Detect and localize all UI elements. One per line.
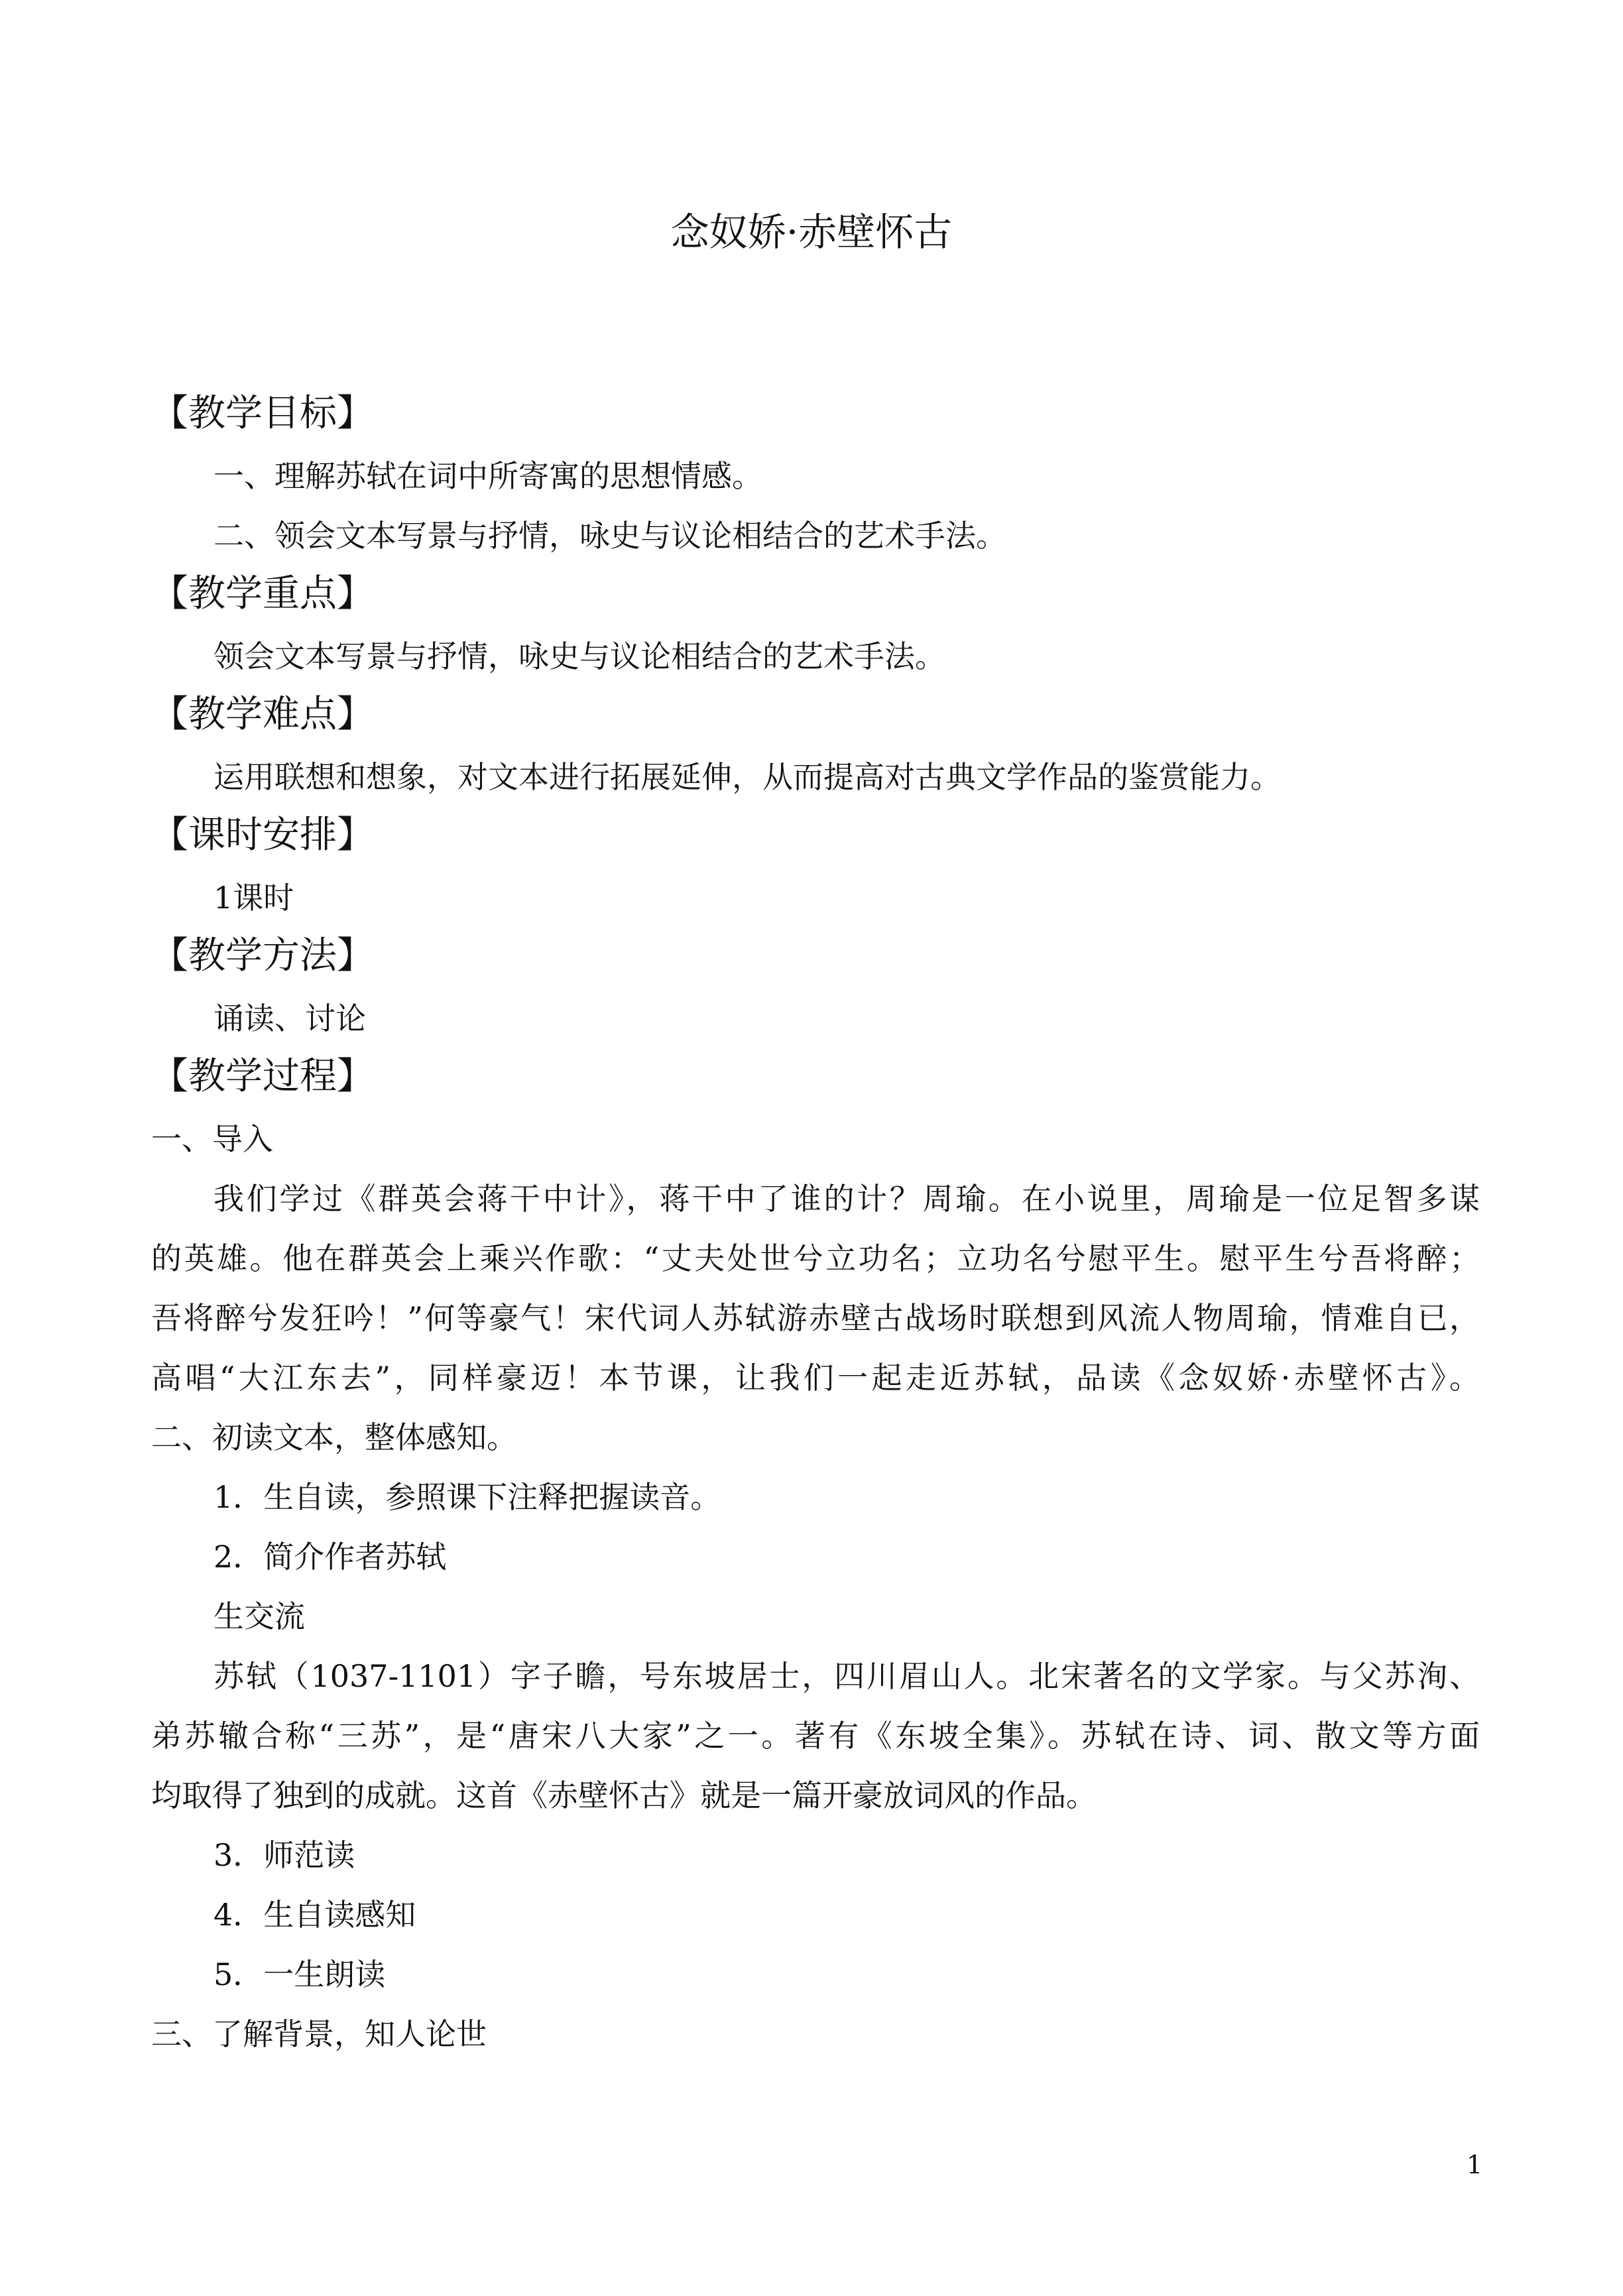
key-points-text: 领会文本写景与抒情，咏史与议论相结合的艺术手法。 [213,638,945,674]
heading-key-points: 【教学重点】 [151,572,374,615]
process-part-3-title: 三、了解背景，知人论世 [151,2016,487,2052]
intro-line-4: 高唱“大江东去”，同样豪迈！本节课，让我们一起走近苏轼，品读《念奴娇·赤壁怀古》。 [151,1360,1480,1396]
step-5: 5．一生朗读 [213,1957,386,1992]
bio-line-2: 弟苏辙合称“三苏”，是“唐宋八大家”之一。著有《东坡全集》。苏轼在诗、词、散文等方面 [151,1718,1480,1754]
objective-item-2: 二、领会文本写景与抒情，咏史与议论相结合的艺术手法。 [213,518,1006,554]
heading-process: 【教学过程】 [151,1055,374,1098]
process-part-1-title: 一、导入 [151,1121,273,1157]
step-3: 3．师范读 [213,1837,355,1873]
difficulties-text: 运用联想和想象，对文本进行拓展延伸，从而提高对古典文学作品的鉴赏能力。 [213,759,1281,795]
page-number: 1 [1467,2150,1483,2179]
step-4: 4．生自读感知 [213,1897,416,1933]
heading-schedule: 【课时安排】 [151,814,374,857]
heading-methods: 【教学方法】 [151,934,374,977]
intro-line-2: 的英雄。他在群英会上乘兴作歌：“丈夫处世兮立功名；立功名兮慰平生。慰平生兮吾将醉； [151,1240,1480,1276]
process-part-2-title: 二、初读文本，整体感知。 [151,1420,517,1455]
step-1: 1．生自读，参照课下注释把握读音。 [213,1479,721,1515]
schedule-text: 1课时 [213,880,294,916]
heading-objectives: 【教学目标】 [151,392,374,435]
methods-text: 诵读、讨论 [213,1000,366,1036]
step-2: 2．简介作者苏轼 [213,1539,447,1575]
heading-difficulties: 【教学难点】 [151,693,374,736]
student-exchange: 生交流 [213,1599,305,1634]
intro-line-1: 我们学过《群英会蒋干中计》，蒋干中了谁的计？周瑜。在小说里，周瑜是一位足智多谋 [213,1181,1480,1217]
document-title: 念奴娇·赤壁怀古 [670,210,953,255]
bio-line-1: 苏轼（1037-1101）字子瞻，号东坡居士，四川眉山人。北宋著名的文学家。与父苏洵、 [213,1658,1480,1694]
intro-line-3: 吾将醉兮发狂吟！”何等豪气！宋代词人苏轼游赤壁古战场时联想到风流人物周瑜，情难自已， [151,1300,1480,1336]
bio-line-3: 均取得了独到的成就。这首《赤壁怀古》就是一篇开豪放词风的作品。 [151,1778,1097,1813]
objective-item-1: 一、理解苏轼在词中所寄寓的思想情感。 [213,458,762,494]
